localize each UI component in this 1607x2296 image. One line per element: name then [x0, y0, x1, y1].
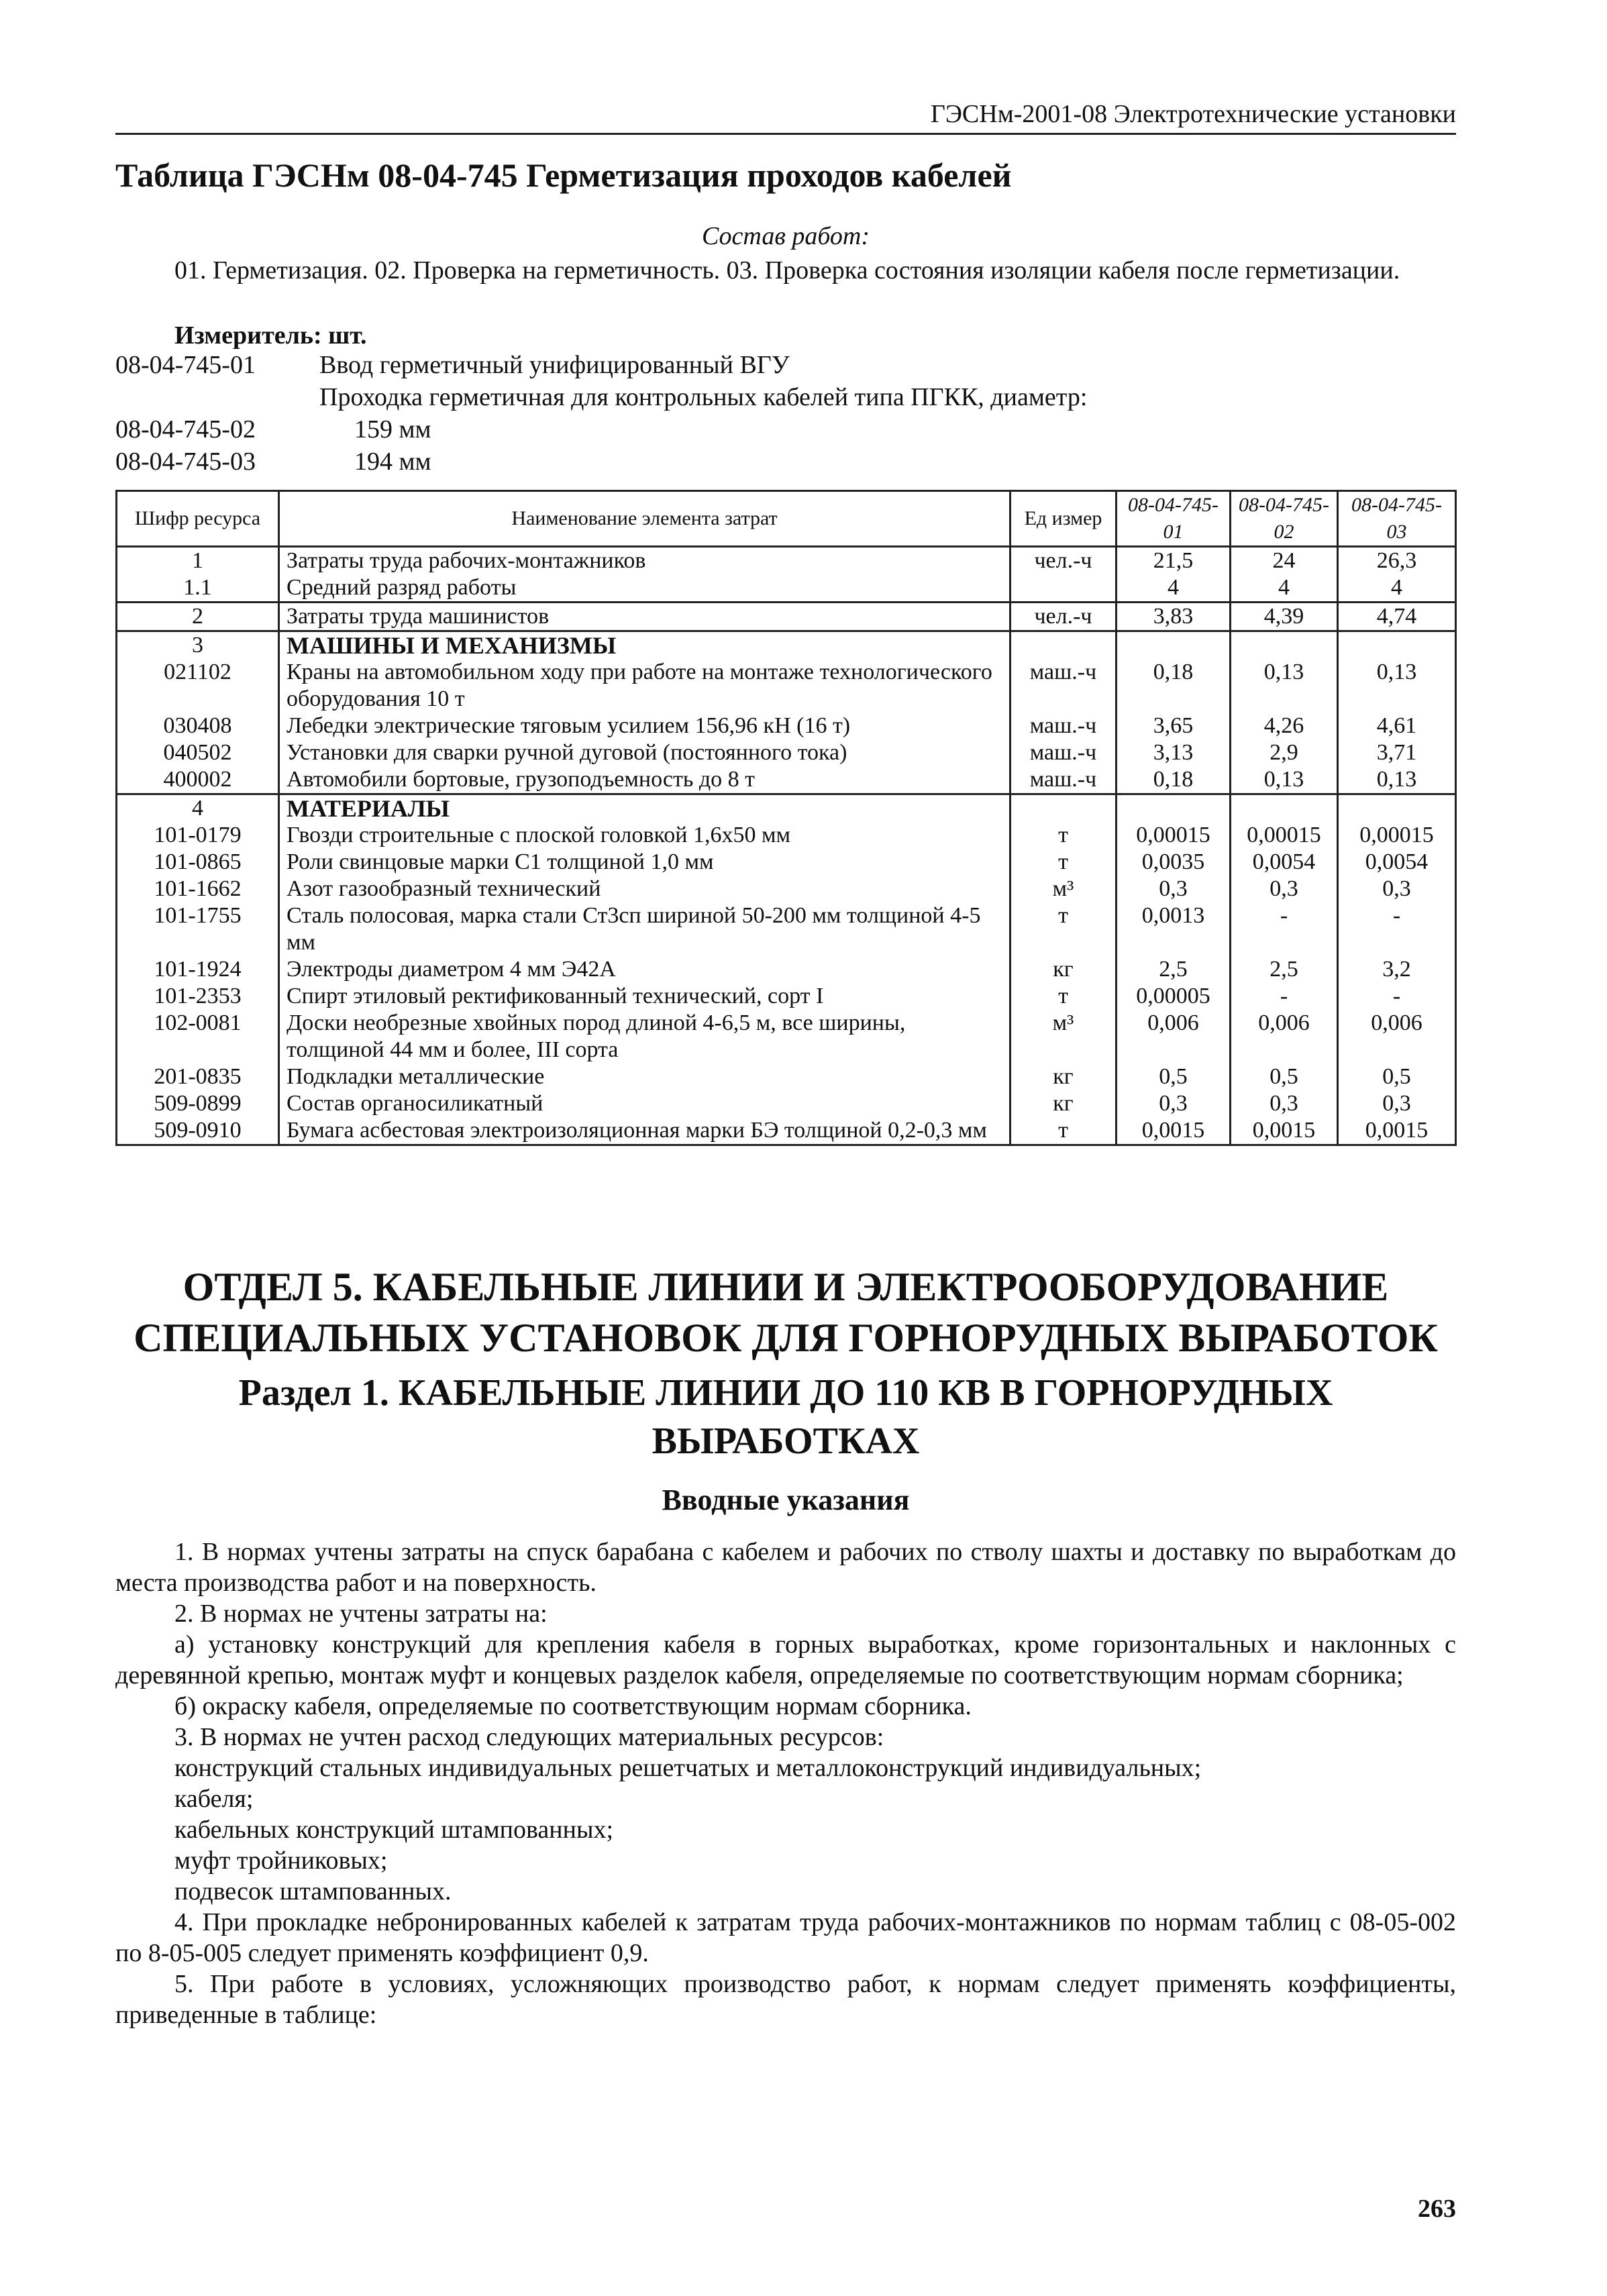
table-row [117, 739, 1456, 766]
norm-01-cell: 0,0013 [1117, 902, 1231, 956]
norm-02-cell: 0,3 [1231, 1090, 1338, 1117]
resource-name-cell: Электроды диаметром 4 мм Э42А [279, 956, 1010, 983]
norm-03-cell: 0,0054 [1338, 849, 1456, 876]
norm-01-cell: 0,18 [1117, 659, 1231, 713]
resource-code-cell: 102-0081 [117, 1010, 279, 1063]
norm-02-cell: 4,39 [1231, 603, 1338, 631]
intro-paragraph: 5. При работе в условиях, усложняющих производство работ, к нормам следует применять коэффициенты, приведенные в таблице: [115, 1970, 1456, 2029]
unit-cell: м³ [1010, 876, 1117, 902]
resource-name-cell: Затраты труда машинистов [279, 603, 1010, 631]
unit-cell: м³ [1010, 1010, 1117, 1063]
norm-03-cell [1338, 631, 1456, 660]
table-header-row [117, 491, 1456, 547]
table-row [117, 713, 1456, 739]
norm-code: 08-04-745-03 [115, 448, 256, 476]
unit-cell: чел.-ч [1010, 547, 1117, 575]
norm-02-cell [1231, 631, 1338, 660]
norm-02-cell [1231, 794, 1338, 823]
resource-name-cell: Средний разряд работы [279, 574, 1010, 603]
norm-code: 08-04-745-02 [115, 415, 256, 443]
resource-code-cell: 101-1924 [117, 956, 279, 983]
intro-paragraph: б) окраску кабеля, определяемые по соответствующим нормам сборника. [174, 1692, 972, 1720]
resource-code-cell: 101-2353 [117, 983, 279, 1010]
resource-name-cell: МАШИНЫ И МЕХАНИЗМЫ [279, 631, 1010, 660]
intro-list-item: кабеля; [174, 1785, 254, 1813]
table-row [117, 983, 1456, 1010]
table-row [117, 659, 1456, 713]
unit-cell: т [1010, 849, 1117, 876]
resource-code-cell: 030408 [117, 713, 279, 739]
norm-02-cell: - [1231, 983, 1338, 1010]
norm-02-cell: 0,0015 [1231, 1117, 1338, 1145]
norm-01-cell: 3,65 [1117, 713, 1231, 739]
norm-02-cell: 24 [1231, 547, 1338, 575]
unit-cell: т [1010, 983, 1117, 1010]
unit-cell [1010, 794, 1117, 823]
resource-name-cell: Сталь полосовая, марка стали Ст3сп шириной 50-200 мм толщиной 4-5 мм [279, 902, 1010, 956]
unit-cell: маш.-ч [1010, 713, 1117, 739]
table-row [117, 1090, 1456, 1117]
resource-name-cell: Подкладки металлические [279, 1063, 1010, 1090]
unit-cell: т [1010, 822, 1117, 849]
norm-03-cell: 0,3 [1338, 1090, 1456, 1117]
resource-name-cell: Доски необрезные хвойных пород длиной 4-6,5 м, все ширины, толщиной 44 мм и более, III сорта [279, 1010, 1010, 1063]
norm-01-cell: 0,006 [1117, 1010, 1231, 1063]
norm-01-cell: 3,83 [1117, 603, 1231, 631]
norm-02-cell: 0,3 [1231, 876, 1338, 902]
norm-03-cell: 26,3 [1338, 547, 1456, 575]
resource-code-cell: 201-0835 [117, 1063, 279, 1090]
resource-code-cell: 101-0179 [117, 822, 279, 849]
resource-table [115, 490, 1457, 1146]
norm-03-cell: 3,71 [1338, 739, 1456, 766]
norm-03-cell: 3,2 [1338, 956, 1456, 983]
norm-01-cell: 4 [1117, 574, 1231, 603]
norm-02-cell: 0,0054 [1231, 849, 1338, 876]
norm-01-cell: 0,0015 [1117, 1117, 1231, 1145]
resource-name-cell: Роли свинцовые марки С1 толщиной 1,0 мм [279, 849, 1010, 876]
norm-01-cell: 3,13 [1117, 739, 1231, 766]
intro-heading: Вводные указания [662, 1483, 910, 1516]
col-header-code: Шифр ресурса [117, 491, 279, 547]
norm-02-cell: 4 [1231, 574, 1338, 603]
norm-03-cell: 4 [1338, 574, 1456, 603]
norm-01-cell [1117, 794, 1231, 823]
unit-cell [1010, 574, 1117, 603]
table-row [117, 876, 1456, 902]
norm-01-cell: 2,5 [1117, 956, 1231, 983]
col-header-name: Наименование элемента затрат [279, 491, 1010, 547]
unit-cell [1010, 631, 1117, 660]
table-row [117, 1063, 1456, 1090]
norm-01-cell: 0,0035 [1117, 849, 1231, 876]
resource-name-cell: Бумага асбестовая электроизоляционная марки БЭ толщиной 0,2-0,3 мм [279, 1117, 1010, 1145]
table-row [117, 822, 1456, 849]
department-heading: ОТДЕЛ 5. КАБЕЛЬНЫЕ ЛИНИИ И ЭЛЕКТРООБОРУДОВАНИЕ СПЕЦИАЛЬНЫХ УСТАНОВОК ДЛЯ ГОРНОРУДНЫХ ВЫРАБОТОК [134, 1265, 1438, 1360]
resource-code-cell: 400002 [117, 766, 279, 794]
norm-03-cell: 0,5 [1338, 1063, 1456, 1090]
norm-02-cell: 2,9 [1231, 739, 1338, 766]
page-number: 263 [1418, 2195, 1456, 2223]
intro-paragraph: 4. При прокладке небронированных кабелей к затратам труда рабочих-монтажников по нормам таблиц с 08-05-002 по 8-05-005 следует применять коэффициент 0,9. [115, 1908, 1456, 1967]
table-row [117, 902, 1456, 956]
norm-description: 159 мм [354, 415, 431, 443]
table-row [117, 849, 1456, 876]
col-header-unit: Ед измер [1010, 491, 1117, 547]
table-row [117, 1117, 1456, 1145]
table-row [117, 547, 1456, 575]
intro-text [115, 1536, 1456, 2030]
norm-02-cell: 0,00015 [1231, 822, 1338, 849]
table-row [117, 794, 1456, 823]
resource-code-cell: 509-0910 [117, 1117, 279, 1145]
col-header-norm-03: 08-04-745-03 [1338, 491, 1456, 547]
norm-01-cell: 0,00015 [1117, 822, 1231, 849]
intro-list-item: муфт тройниковых; [174, 1846, 388, 1875]
norm-03-cell: 4,61 [1338, 713, 1456, 739]
resource-name-cell: Краны на автомобильном ходу при работе на монтаже технологического оборудования 10 т [279, 659, 1010, 713]
intro-paragraph: 3. В нормах не учтен расход следующих материальных ресурсов: [174, 1723, 884, 1751]
resource-name-cell: Азот газообразный технический [279, 876, 1010, 902]
norm-03-cell: 0,0015 [1338, 1117, 1456, 1145]
resource-code-cell: 2 [117, 603, 279, 631]
norm-02-cell: 2,5 [1231, 956, 1338, 983]
norm-code: 08-04-745-01 [115, 351, 256, 379]
resource-code-cell: 101-1662 [117, 876, 279, 902]
norm-01-cell: 0,3 [1117, 1090, 1231, 1117]
table-row [117, 956, 1456, 983]
unit-cell: кг [1010, 1090, 1117, 1117]
meter-label: Измеритель: шт. [174, 321, 367, 350]
resource-name-cell: Гвозди строительные с плоской головкой 1,6х50 мм [279, 822, 1010, 849]
norm-03-cell: - [1338, 902, 1456, 956]
unit-cell: чел.-ч [1010, 603, 1117, 631]
resource-code-cell: 1 [117, 547, 279, 575]
norm-description: 194 мм [354, 448, 431, 476]
norm-03-cell: 4,74 [1338, 603, 1456, 631]
resource-code-cell: 101-0865 [117, 849, 279, 876]
resource-name-cell: МАТЕРИАЛЫ [279, 794, 1010, 823]
intro-paragraph: а) установку конструкций для крепления кабеля в горных выработках, кроме горизонтальных и наклонных с деревянной крепью, монтаж муфт и концевых разделок кабеля, определяемые по соответствующим нормам сборника; [115, 1630, 1456, 1689]
norm-03-cell: 0,13 [1338, 766, 1456, 794]
norm-01-cell: 21,5 [1117, 547, 1231, 575]
col-header-norm-01: 08-04-745-01 [1117, 491, 1231, 547]
table-row [117, 1010, 1456, 1063]
norm-02-cell: 0,13 [1231, 766, 1338, 794]
norm-02-cell: - [1231, 902, 1338, 956]
composition-text: 01. Герметизация. 02. Проверка на герметичность. 03. Проверка состояния изоляции кабеля после герметизации. [174, 256, 1400, 284]
resource-name-cell: Состав органосиликатный [279, 1090, 1010, 1117]
norm-03-cell: 0,00015 [1338, 822, 1456, 849]
unit-cell: маш.-ч [1010, 659, 1117, 713]
col-header-norm-02: 08-04-745-02 [1231, 491, 1338, 547]
header-rule [115, 133, 1456, 135]
norm-01-cell: 0,3 [1117, 876, 1231, 902]
section-heading: Раздел 1. КАБЕЛЬНЫЕ ЛИНИИ ДО 110 КВ В ГОРНОРУДНЫХ ВЫРАБОТКАХ [238, 1372, 1333, 1462]
norm-03-cell: 0,006 [1338, 1010, 1456, 1063]
norm-03-cell: - [1338, 983, 1456, 1010]
composition-heading: Состав работ: [701, 222, 870, 250]
table-row [117, 603, 1456, 631]
running-header: ГЭСНм-2001-08 Электротехнические установки [930, 100, 1456, 128]
norm-03-cell [1338, 794, 1456, 823]
unit-cell: кг [1010, 1063, 1117, 1090]
table-title: Таблица ГЭСНм 08-04-745 Герметизация проходов кабелей [115, 156, 1012, 194]
resource-name-cell: Автомобили бортовые, грузоподъемность до 8 т [279, 766, 1010, 794]
resource-code-cell: 021102 [117, 659, 279, 713]
norm-02-cell: 0,13 [1231, 659, 1338, 713]
norm-02-cell: 0,5 [1231, 1063, 1338, 1090]
norm-description: Ввод герметичный унифицированный ВГУ [319, 351, 790, 379]
resource-code-cell: 1.1 [117, 574, 279, 603]
resource-code-cell: 4 [117, 794, 279, 823]
resource-name-cell: Лебедки электрические тяговым усилием 156,96 кН (16 т) [279, 713, 1010, 739]
intro-list-item: конструкций стальных индивидуальных решетчатых и металлоконструкций индивидуальных; [174, 1754, 1202, 1782]
norm-01-cell: 0,18 [1117, 766, 1231, 794]
norm-02-cell: 0,006 [1231, 1010, 1338, 1063]
norm-01-cell: 0,00005 [1117, 983, 1231, 1010]
resource-code-cell: 3 [117, 631, 279, 660]
unit-cell: кг [1010, 956, 1117, 983]
resource-name-cell: Спирт этиловый ректификованный технический, сорт I [279, 983, 1010, 1010]
intro-list-item: подвесок штампованных. [174, 1877, 452, 1906]
norm-02-cell: 4,26 [1231, 713, 1338, 739]
unit-cell: т [1010, 1117, 1117, 1145]
unit-cell: маш.-ч [1010, 739, 1117, 766]
norm-description: Проходка герметичная для контрольных кабелей типа ПГКК, диаметр: [319, 383, 1088, 411]
unit-cell: маш.-ч [1010, 766, 1117, 794]
norm-03-cell: 0,3 [1338, 876, 1456, 902]
unit-cell: т [1010, 902, 1117, 956]
norm-01-cell [1117, 631, 1231, 660]
resource-code-cell: 509-0899 [117, 1090, 279, 1117]
resource-name-cell: Затраты труда рабочих-монтажников [279, 547, 1010, 575]
table-body [117, 547, 1456, 1145]
intro-paragraph: 1. В нормах учтены затраты на спуск барабана с кабелем и рабочих по стволу шахты и доставку по выработкам до места производства работ и на поверхность. [115, 1538, 1456, 1597]
resource-code-cell: 040502 [117, 739, 279, 766]
resource-code-cell: 101-1755 [117, 902, 279, 956]
intro-list-item: кабельных конструкций штампованных; [174, 1816, 614, 1844]
resource-name-cell: Установки для сварки ручной дуговой (постоянного тока) [279, 739, 1010, 766]
norm-03-cell: 0,13 [1338, 659, 1456, 713]
norm-01-cell: 0,5 [1117, 1063, 1231, 1090]
table-row [117, 766, 1456, 794]
intro-paragraph: 2. В нормах не учтены затраты на: [174, 1600, 548, 1628]
table-row [117, 574, 1456, 603]
table-row [117, 631, 1456, 660]
